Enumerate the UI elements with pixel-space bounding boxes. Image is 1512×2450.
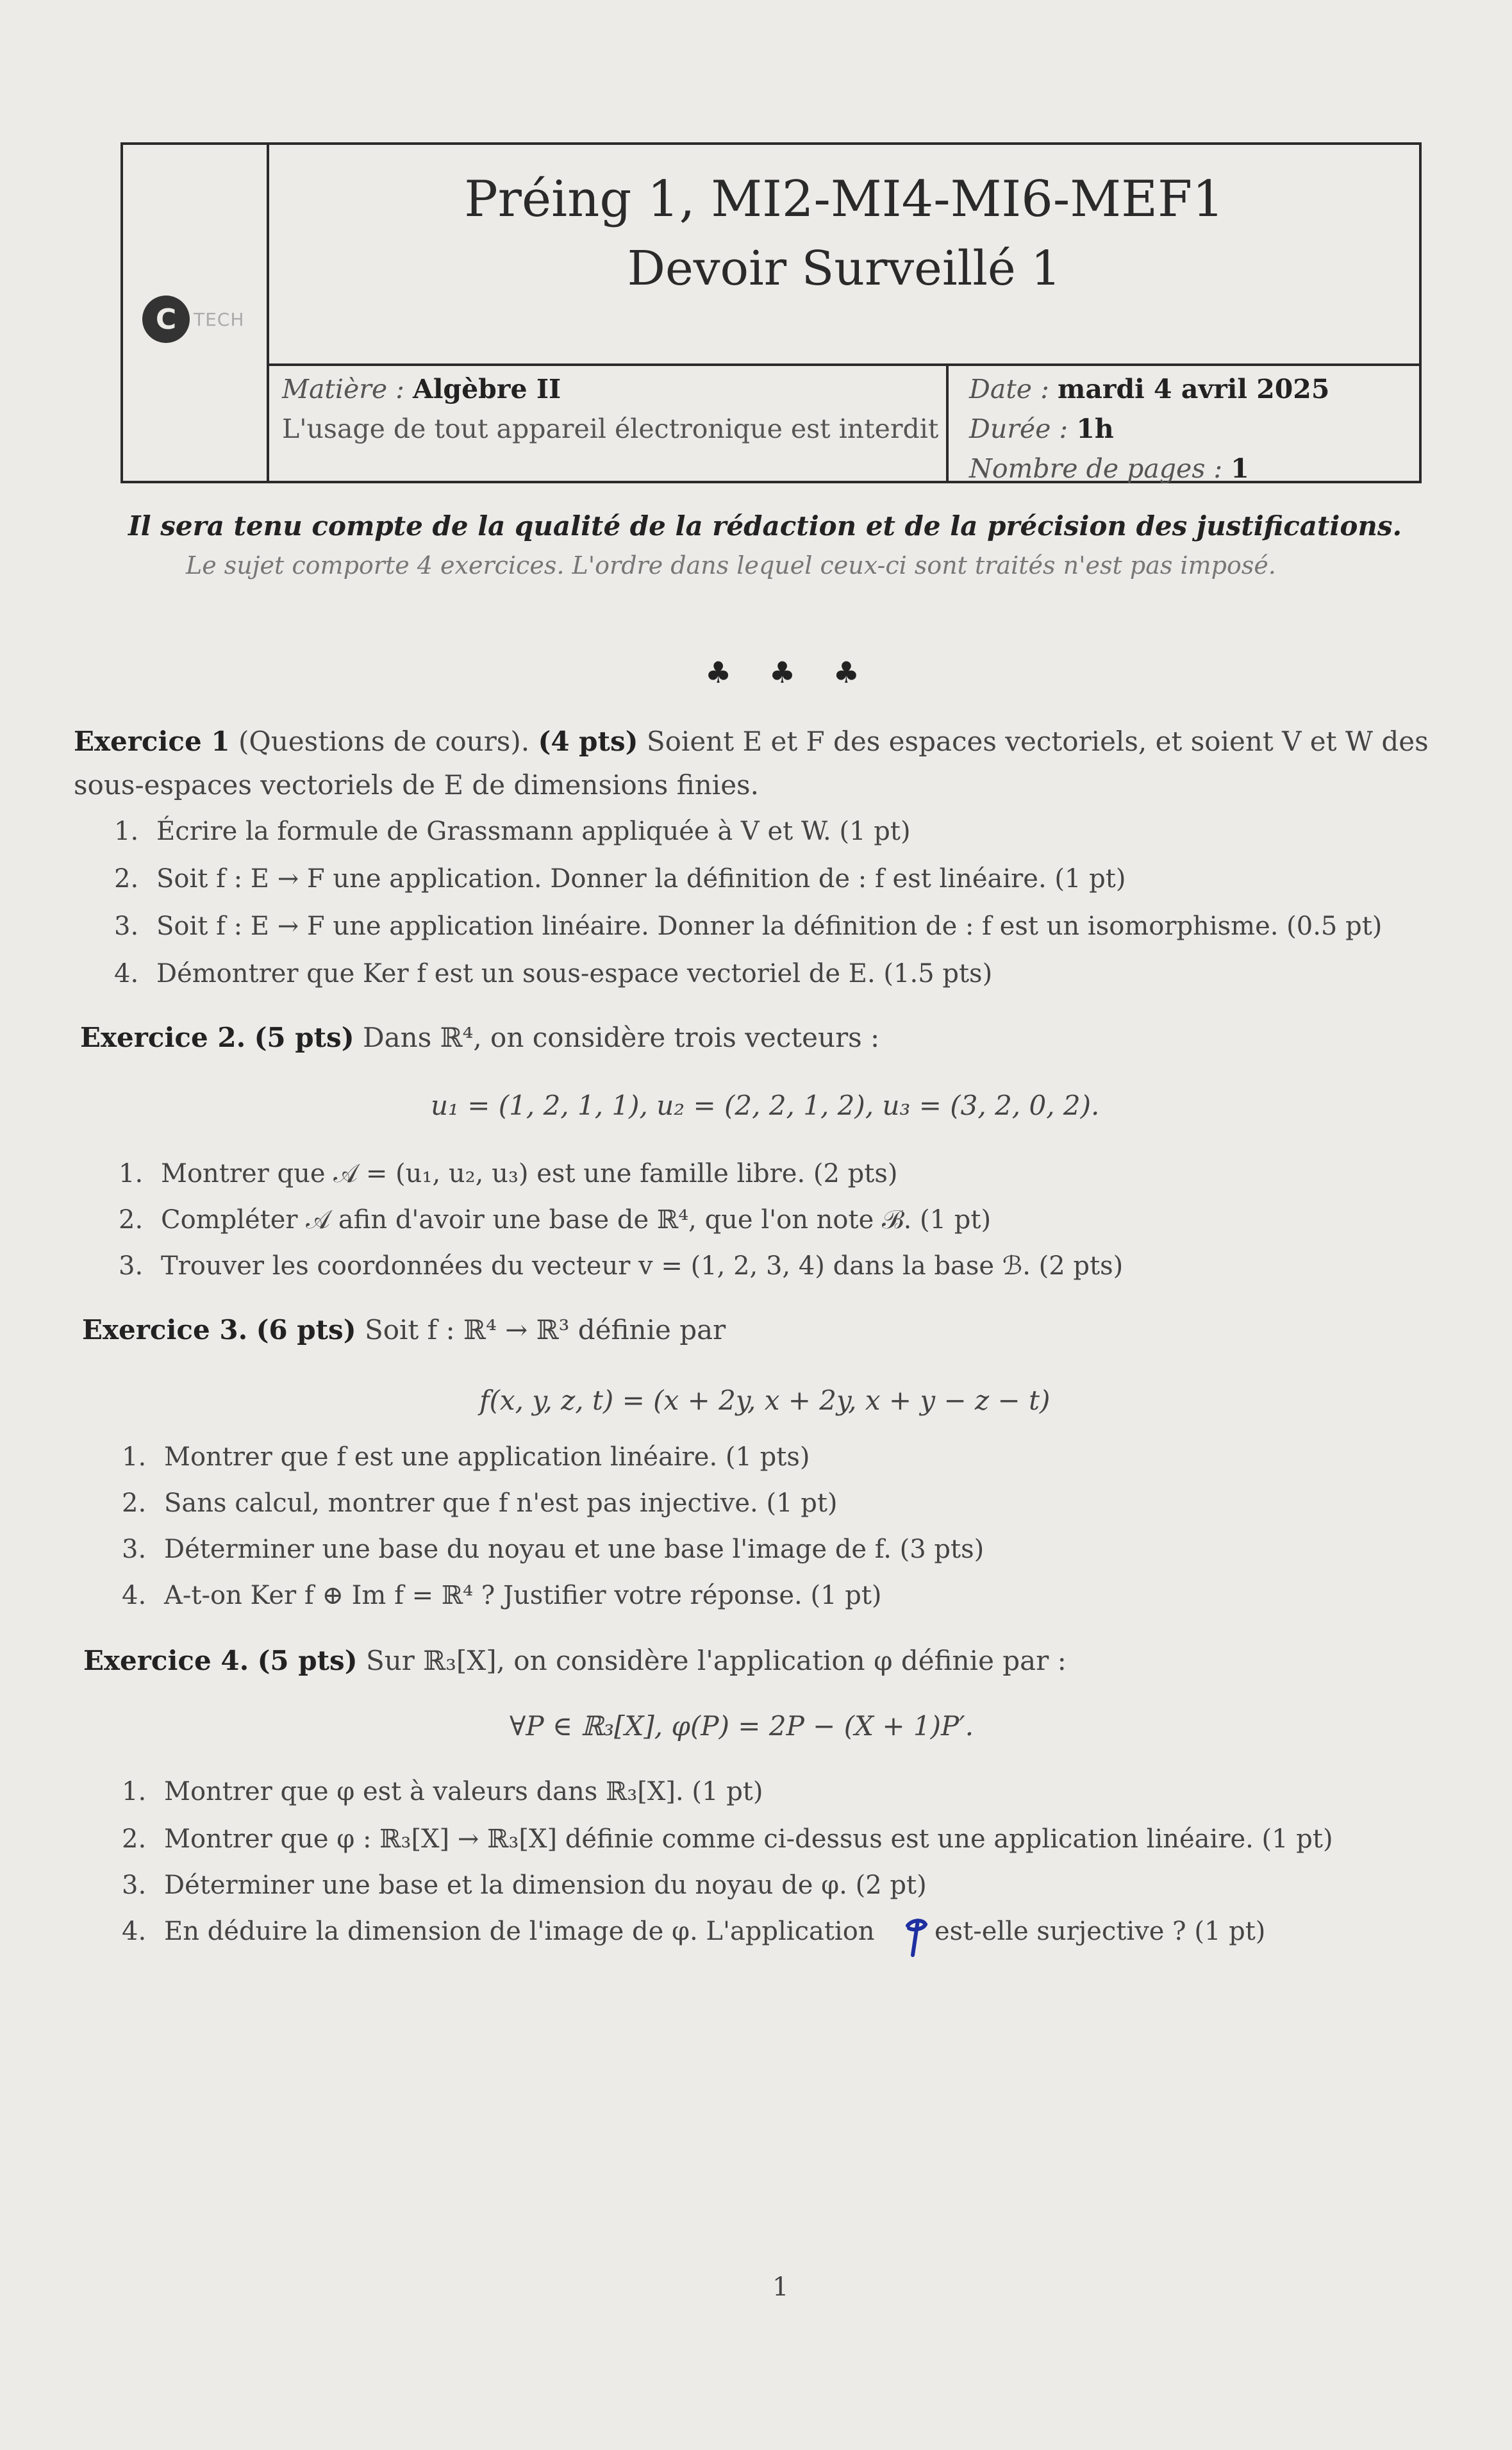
exercise-1-item: 2. Soit f : E → F une application. Donner la définition de : f est linéaire. (1 pt) [114,864,1126,894]
exercise-3-item: 2. Sans calcul, montrer que f n'est pas injective. (1 pt) [122,1488,838,1518]
exercise-1-item: 1. Écrire la formule de Grassmann appliquée à V et W. (1 pt) [114,817,911,846]
exercise-1-points: (4 pts) [538,726,638,757]
exercise-4-item: 4. En déduire la dimension de l'image de φ. L'application [122,1917,875,1946]
exercise-2-points: (5 pts) [254,1022,354,1053]
exam-subtitle: Devoir Surveillé 1 [627,241,1061,296]
duration-label: Durée : [969,413,1068,444]
device-rule: L'usage de tout appareil électronique est interdit [282,413,939,444]
exercise-4-item: 2. Montrer que φ : ℝ₃[X] → ℝ₃[X] définie comme ci-dessus est une application linéaire. (1 pt) [122,1824,1333,1854]
exercise-4-intro: Sur ℝ₃[X], on considère l'application φ définie par : [365,1645,1067,1676]
exercise-4-item: 1. Montrer que φ est à valeurs dans ℝ₃[X]. (1 pt) [122,1777,763,1806]
exercise-4-item-4-part1: En déduire la dimension de l'image de φ. L'application [164,1917,875,1946]
exercise-3-item: 1. Montrer que f est une application linéaire. (1 pts) [122,1442,810,1472]
exercise-3-intro: Soit f : ℝ⁴ → ℝ³ définie par [364,1314,726,1346]
logo-text: TECH [194,308,245,330]
pages-line [969,453,1399,493]
exercise-3-points: (6 pts) [256,1314,356,1346]
cytech-logo [142,296,244,343]
exercise-4-item-4-part2: est-elle surjective ? (1 pt) [935,1917,1266,1946]
structure-note: Le sujet comporte 4 exercices. L'ordre dans lequel ceux-ci sont traités n'est pas imposé. [186,551,1276,579]
exercise-3-item: 3. Déterminer une base du noyau et une base l'image de f. (3 pts) [122,1535,984,1564]
exercise-4-formula: ∀P ∈ ℝ₃[X], φ(P) = 2P − (X + 1)P′. [510,1710,974,1742]
exercise-2-formula: u₁ = (1, 2, 1, 1), u₂ = (2, 2, 1, 2), u₃ = (3, 2, 0, 2). [431,1090,1100,1121]
quality-note: Il sera tenu compte de la qualité de la rédaction et de la précision des justifications. [128,510,1402,542]
subject-label: Matière : [282,374,404,404]
page-number: 1 [772,2272,789,2302]
exercise-2-header [80,1022,879,1053]
exercise-2-item: 2. Compléter 𝒜 afin d'avoir une base de ℝ⁴, que l'on note ℬ. (1 pt) [119,1205,992,1235]
exercise-2-item: 1. Montrer que 𝒜 = (u₁, u₂, u₃) est une famille libre. (2 pts) [119,1159,898,1188]
subject-value: Algèbre II [413,374,561,404]
exercise-1-title: Exercice 1 [74,726,230,757]
pages-value: 1 [1231,453,1249,484]
exercise-2-item: 3. Trouver les coordonnées du vecteur v = (1, 2, 3, 4) dans la base ℬ. (2 pts) [119,1251,1124,1281]
info-left [269,366,949,481]
date-label: Date : [969,374,1049,404]
pages-label: Nombre de pages : [969,453,1223,484]
exercise-4-item: 3. Déterminer une base et la dimension du noyau de φ. (2 pt) [122,1871,927,1900]
duration-line [969,413,1399,453]
exercise-1-intro-2: sous-espaces vectoriels de E de dimensions finies. [74,769,759,801]
exercise-4-header [83,1645,1067,1676]
exercise-4-points: (5 pts) [257,1645,358,1676]
logo-cell [123,145,269,481]
exercise-2-intro: Dans ℝ⁴, on considère trois vecteurs : [362,1022,880,1053]
exercise-3-formula: f(x, y, z, t) = (x + 2y, x + 2y, x + y − z − t) [479,1385,1051,1416]
exercise-1-intro: Soient E et F des espaces vectoriels, et soient V et W des [646,726,1429,757]
exercise-1-item: 4. Démontrer que Ker f est un sous-espace vectoriel de E. (1.5 pts) [114,959,993,988]
exercise-2-title: Exercice 2. [80,1022,246,1053]
exercise-1-header [74,726,1429,757]
duration-value: 1h [1076,413,1114,444]
exercise-1-part: (Questions de cours). [238,726,530,757]
title-cell [269,145,1419,366]
date-value: mardi 4 avril 2025 [1057,374,1330,404]
subject-line [282,374,933,413]
exercise-4-title: Exercice 4. [83,1645,249,1676]
date-line [969,374,1399,413]
header-box [120,142,1422,483]
exercise-3-header [82,1314,726,1346]
separator-clubs: ♣ ♣ ♣ [705,655,874,690]
exercise-3-title: Exercice 3. [82,1314,248,1346]
exercise-1-item: 3. Soit f : E → F une application linéaire. Donner la définition de : f est un isomorphisme. (0.5 pt) [114,912,1383,941]
logo-mark: C [142,296,190,343]
exercise-3-item: 4. A-t-on Ker f ⊕ Im f = ℝ⁴ ? Justifier votre réponse. (1 pt) [122,1581,882,1610]
handwritten-phi-mark [904,1917,929,1958]
exam-title: Préing 1, MI2-MI4-MI6-MEF1 [464,171,1224,228]
info-right [949,366,1419,484]
